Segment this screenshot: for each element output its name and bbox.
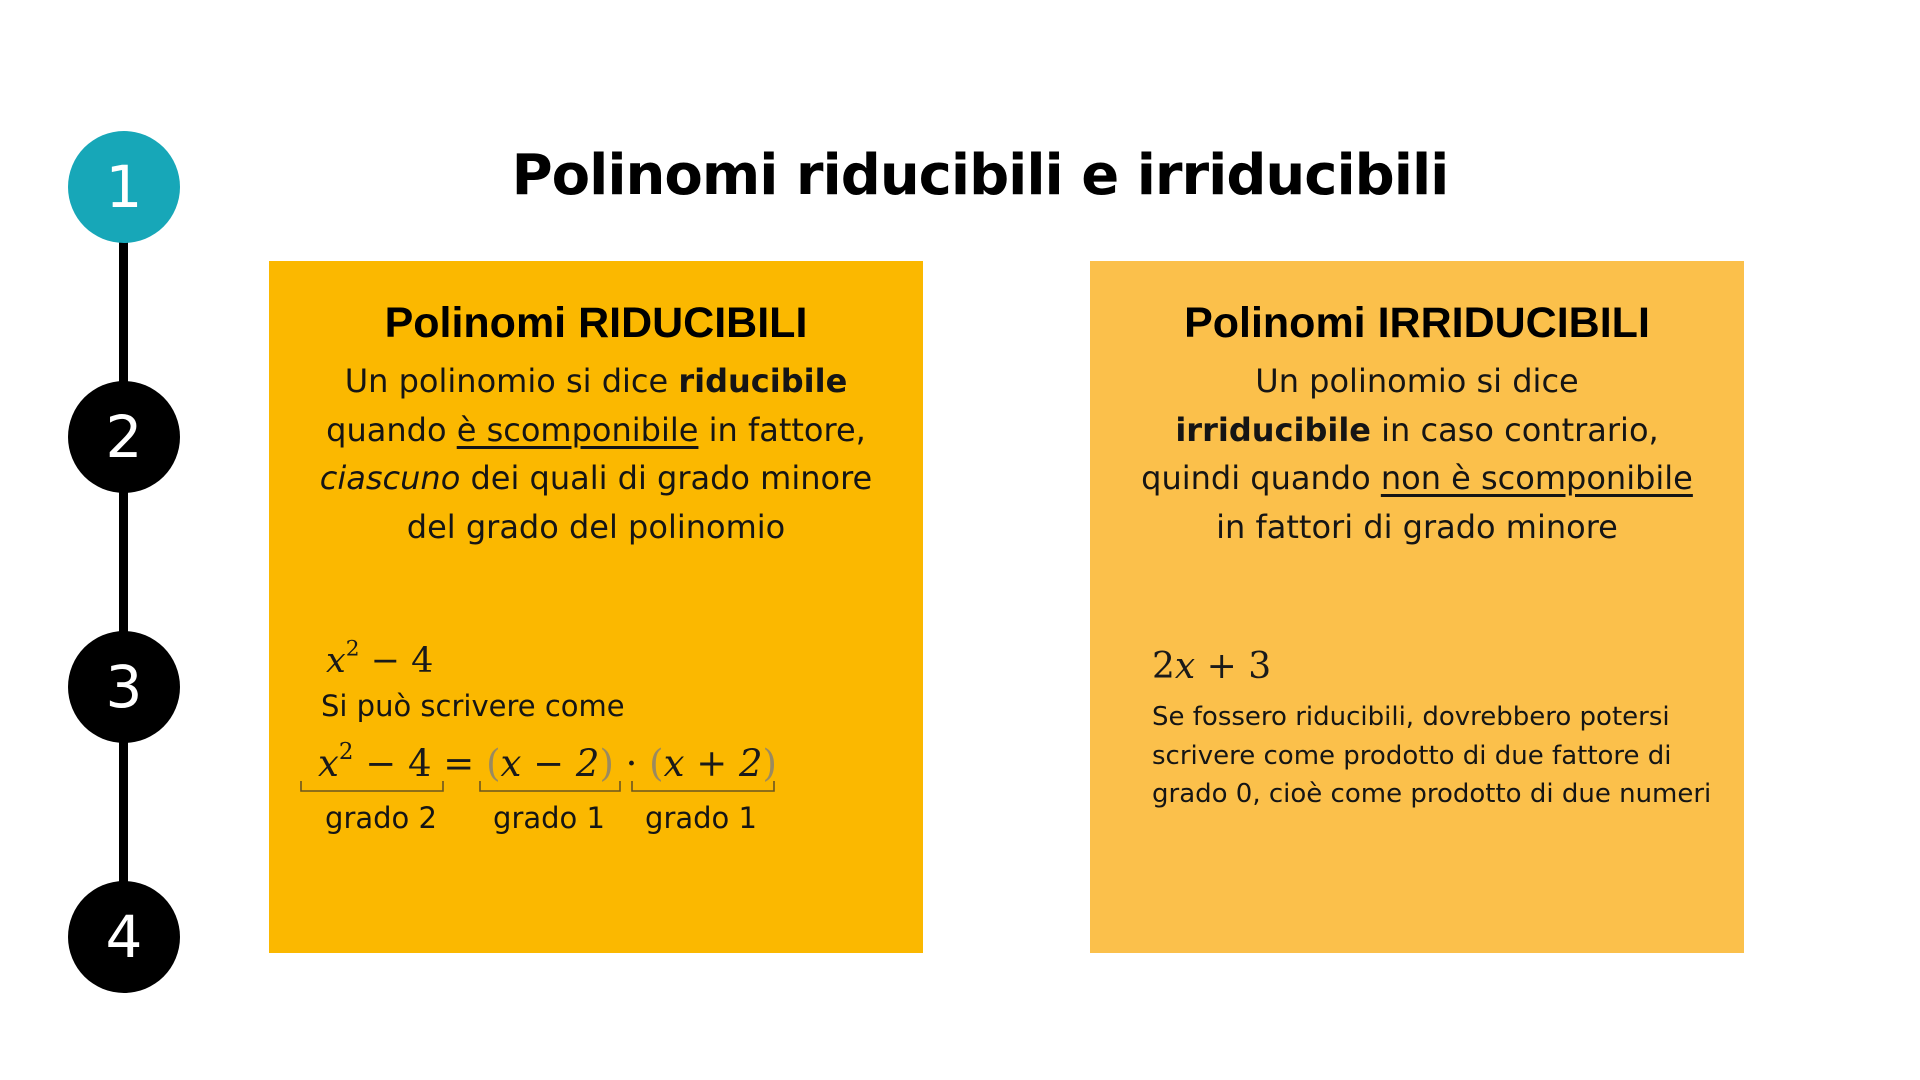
degree-label: grado 2 [325, 801, 437, 835]
irreducible-example-expression [1152, 646, 1271, 687]
definition-text: Un polinomio si dice [344, 362, 679, 400]
math-variable: x [1174, 646, 1196, 687]
reducible-heading: Polinomi RIDUCIBILI [384, 299, 808, 347]
reducible-example-expression [326, 636, 434, 681]
definition-text: Un polinomio si dice [1255, 362, 1579, 400]
reducible-card [269, 261, 923, 953]
definition-bold-term: irriducibile [1175, 410, 1371, 449]
math-operator: − 4 = [353, 742, 487, 785]
definition-italic-term: ciascuno [319, 459, 461, 497]
irreducible-card [1090, 261, 1744, 953]
close-paren: ) [762, 742, 777, 785]
math-constant: − 4 [359, 641, 434, 681]
factor-2: x + 2 [663, 742, 763, 785]
definition-text: in caso contrario, quindi quando [1141, 410, 1659, 497]
timeline-step-1[interactable]: 1 [68, 131, 180, 243]
definition-text: quando [326, 410, 457, 449]
open-paren: ( [649, 742, 664, 785]
definition-text: in fattore, [698, 410, 866, 449]
definition-bold-term: riducibile [678, 362, 848, 400]
timeline-step-3[interactable]: 3 [68, 631, 180, 743]
definition-underlined-term: non è scomponibile [1380, 459, 1693, 497]
irreducible-heading: Polinomi IRRIDUCIBILI [1184, 299, 1650, 347]
factor-1: x − 2 [500, 742, 600, 785]
math-constant: + 3 [1195, 646, 1272, 687]
reducible-definition [309, 357, 883, 551]
factorization-equation [318, 738, 777, 785]
definition-text: in fattori di grado minore [1216, 507, 1618, 546]
irreducible-definition [1130, 357, 1704, 551]
degree-label: grado 1 [645, 801, 757, 835]
definition-underlined-term: è scomponibile [456, 410, 699, 449]
timeline-step-2[interactable]: 2 [68, 381, 180, 493]
math-coefficient: 2 [1152, 646, 1175, 687]
page-title: Polinomi riducibili e irriducibili [511, 143, 1449, 208]
irreducible-note: Se fossero riducibili, dovrebbero potersi scrivere come prodotto di due fattore di grado 0, cioè come prodotto di due numeri [1152, 702, 1712, 809]
timeline-line [119, 170, 128, 930]
times-operator: · [613, 742, 650, 785]
degree-label: grado 1 [493, 801, 605, 835]
timeline-step-4[interactable]: 4 [68, 881, 180, 993]
math-exponent: 2 [338, 738, 354, 765]
definition-text: dei quali di grado minore del grado del polinomio [406, 459, 873, 546]
math-variable: x [326, 641, 346, 681]
close-paren: ) [599, 742, 614, 785]
reducible-example-caption: Si può scrivere come [321, 689, 625, 723]
open-paren: ( [486, 742, 501, 785]
math-exponent: 2 [345, 636, 360, 662]
math-variable: x [318, 742, 339, 785]
